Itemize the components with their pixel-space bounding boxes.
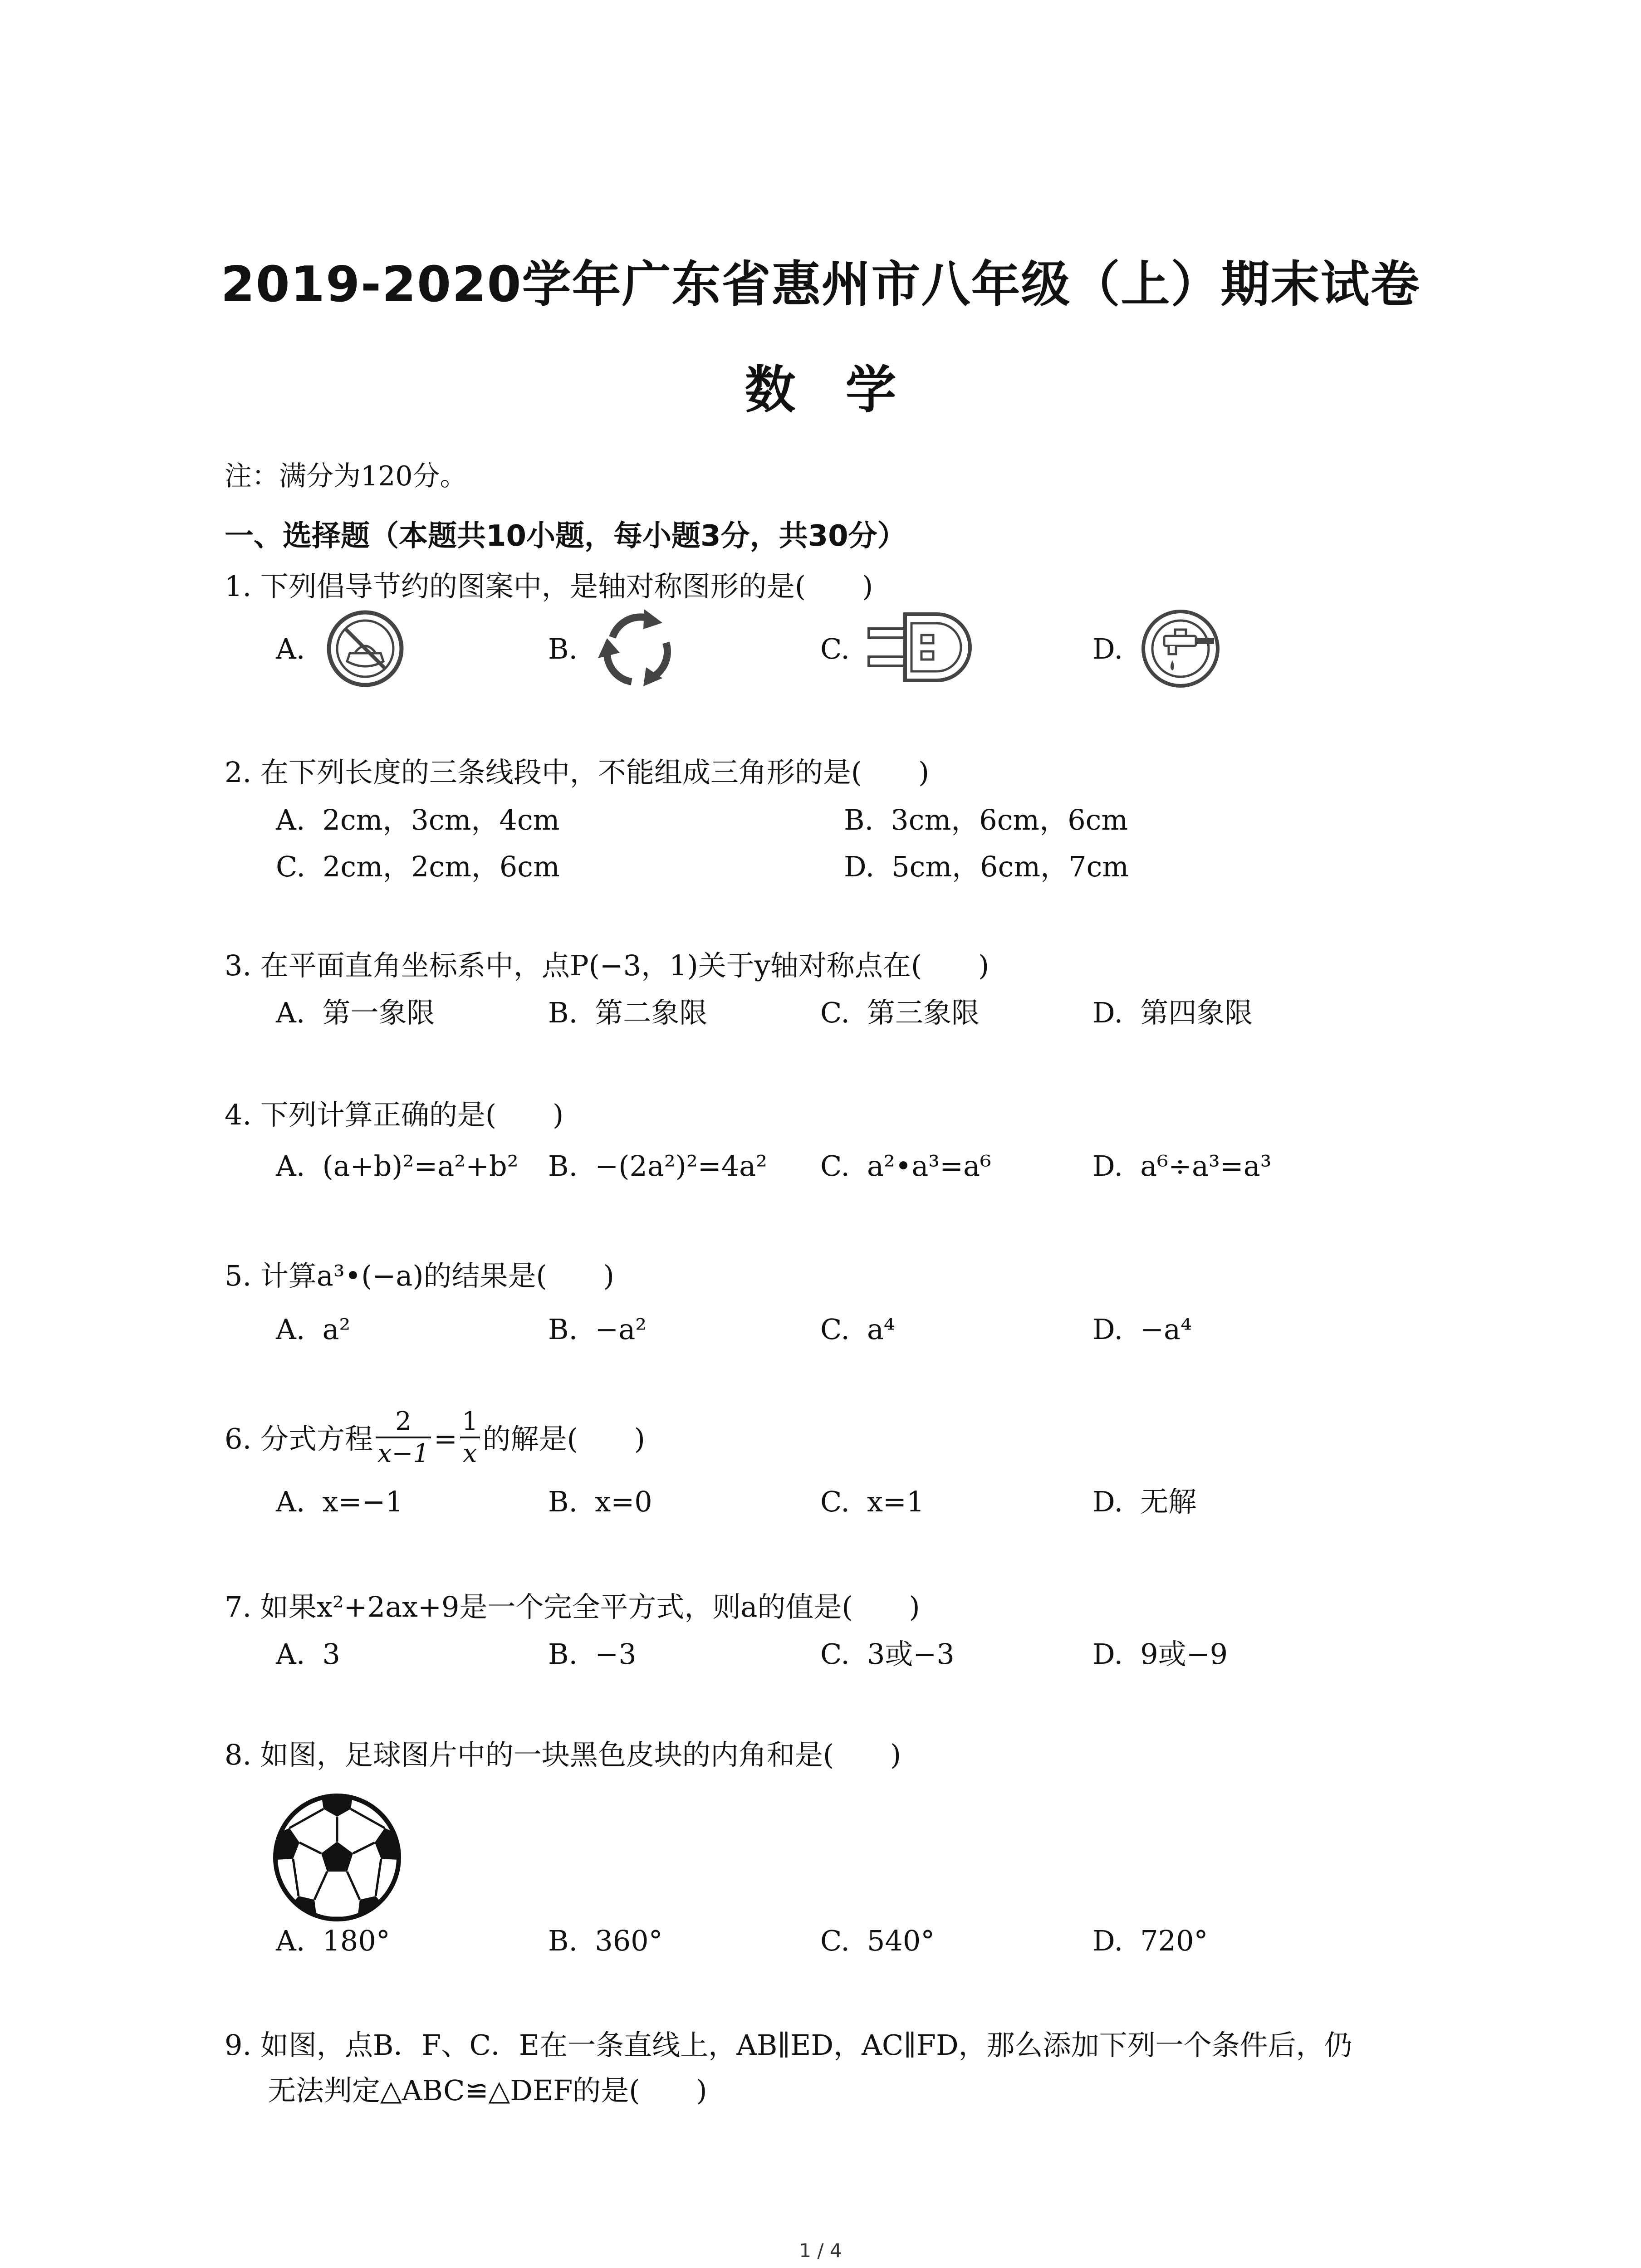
q8-option-b[interactable]: B. 360°	[548, 1924, 663, 1957]
q3-option-d[interactable]: D. 第四象限	[1092, 996, 1253, 1029]
q2-option-b[interactable]: B. 3cm，6cm，6cm	[844, 803, 1128, 836]
q4-option-c[interactable]: C. a²•a³=a⁶	[820, 1149, 991, 1183]
recycle-arrows-icon	[594, 606, 681, 692]
q8-option-d[interactable]: D. 720°	[1092, 1924, 1208, 1957]
question-6-stem: 6. 分式方程 $\frac{2}{x-1}$ = $\frac{1}{x}$ 的解是( )	[225, 1407, 645, 1469]
q1-option-c[interactable]: C.	[820, 632, 850, 665]
q8-option-a[interactable]: A. 180°	[276, 1924, 390, 1957]
question-9-stem-line-2: 无法判定△ABC≌△DEF的是( )	[268, 2074, 707, 2107]
question-8-stem: 8. 如图，足球图片中的一块黑色皮块的内角和是( )	[225, 1738, 901, 1771]
page-title: 2019-2020学年广东省惠州市八年级（上）期末试卷	[220, 256, 1421, 313]
question-4-stem: 4. 下列计算正确的是( )	[225, 1098, 564, 1131]
question-1-stem: 1. 下列倡导节约的图案中，是轴对称图形的是( )	[225, 570, 873, 603]
page-number: 1 / 4	[799, 2239, 842, 2262]
question-9-stem-line-1: 9. 如图，点B．F、C．E在一条直线上，AB∥ED，AC∥FD，那么添加下列一个条件后，仍	[225, 2028, 1352, 2062]
q5-option-a[interactable]: A. a²	[276, 1313, 351, 1346]
q1-option-a[interactable]: A.	[276, 632, 305, 665]
q7-option-d[interactable]: D. 9或−9	[1092, 1637, 1228, 1671]
water-faucet-icon	[1139, 607, 1222, 690]
question-5-stem: 5. 计算a³•(−a)的结果是( )	[225, 1259, 614, 1292]
q4-option-b[interactable]: B. −(2a²)²=4a²	[548, 1149, 767, 1183]
q3-option-c[interactable]: C. 第三象限	[820, 996, 980, 1029]
soccer-ball-icon	[271, 1792, 403, 1923]
q1-option-b[interactable]: B.	[548, 632, 578, 665]
question-3-stem: 3. 在平面直角坐标系中，点P(−3，1)关于y轴对称点在( )	[225, 949, 989, 982]
q6-option-c[interactable]: C. x=1	[820, 1485, 925, 1518]
q7-option-c[interactable]: C. 3或−3	[820, 1637, 955, 1671]
q2-option-c[interactable]: C. 2cm，2cm，6cm	[276, 850, 560, 883]
q8-option-c[interactable]: C. 540°	[820, 1924, 935, 1957]
question-2-stem: 2. 在下列长度的三条线段中，不能组成三角形的是( )	[225, 756, 930, 789]
q3-option-b[interactable]: B. 第二象限	[548, 996, 708, 1029]
q5-option-c[interactable]: C. a⁴	[820, 1313, 895, 1346]
q2-option-a[interactable]: A. 2cm，3cm，4cm	[276, 803, 560, 836]
q4-option-d[interactable]: D. a⁶÷a³=a³	[1092, 1149, 1272, 1183]
q5-option-d[interactable]: D. −a⁴	[1092, 1313, 1192, 1346]
q5-option-b[interactable]: B. −a²	[548, 1313, 647, 1346]
score-note: 注：满分为120分。	[225, 460, 467, 492]
q3-option-a[interactable]: A. 第一象限	[276, 996, 435, 1029]
fraction-2-over-x-minus-1: $\frac{2}{x-1}$	[376, 1406, 431, 1469]
q2-option-d[interactable]: D. 5cm，6cm，7cm	[844, 850, 1129, 883]
q6-option-d[interactable]: D. 无解	[1092, 1485, 1197, 1518]
no-washing-icon	[324, 608, 406, 689]
q6-option-a[interactable]: A. x=−1	[276, 1485, 403, 1518]
question-7-stem: 7. 如果x²+2ax+9是一个完全平方式，则a的值是( )	[225, 1590, 920, 1623]
page-subtitle: 数学	[745, 361, 946, 420]
section-heading: 一、选择题（本题共10小题，每小题3分，共30分）	[225, 519, 906, 553]
q6-option-b[interactable]: B. x=0	[548, 1485, 652, 1518]
fraction-1-over-x: $\frac{1}{x}$	[460, 1406, 480, 1469]
q1-option-d[interactable]: D.	[1092, 632, 1123, 665]
q7-option-a[interactable]: A. 3	[276, 1637, 340, 1671]
q7-option-b[interactable]: B. −3	[548, 1637, 637, 1671]
q4-option-a[interactable]: A. (a+b)²=a²+b²	[276, 1149, 519, 1183]
power-plug-icon	[864, 609, 973, 686]
